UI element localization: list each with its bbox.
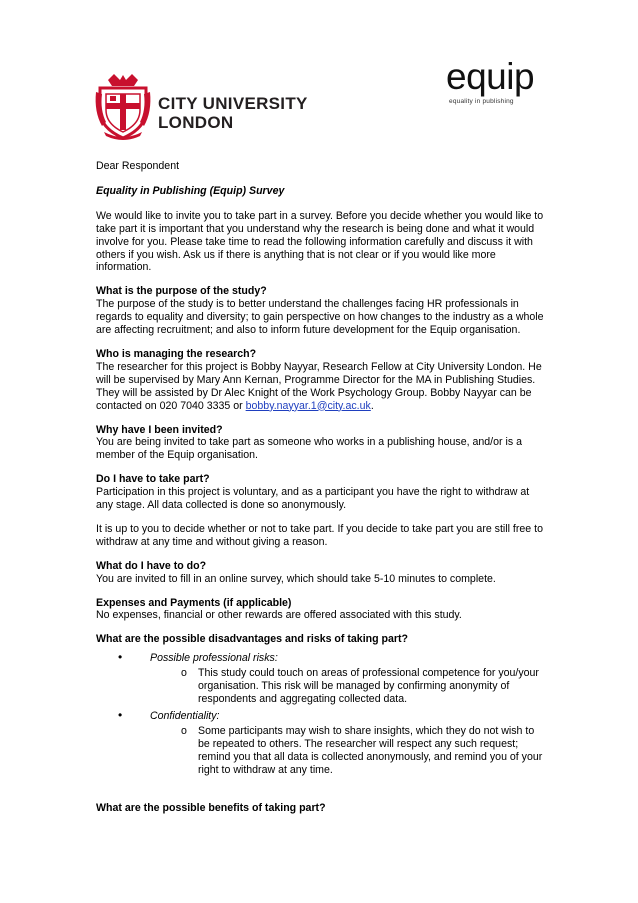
purpose-section (96, 285, 546, 337)
do-section (96, 560, 546, 586)
equip-word-b: uip (486, 56, 535, 97)
intro-paragraph: We would like to invite you to take part in a survey. Before you decide whether you would like to take part it is important that you understand why the research is being done and what it would involve for you. Please take time to read the following information carefully and discuss it with others if you wish. Ask us if there is anything that is not clear or if you would like more information. (96, 209, 544, 274)
managing-heading: Who is managing the research? (96, 347, 257, 360)
take-part-text: Participation in this project is voluntary, and as a participant you have the right to withdraw at any stage. All data collected is done so anonymously. (96, 486, 530, 512)
equip-tagline: equality in publishing (449, 98, 514, 105)
survey-title: Equality in Publishing (Equip) Survey (96, 184, 285, 197)
risk-title: Possible professional risks: (150, 652, 278, 665)
invited-heading: Why have I been invited? (96, 423, 223, 436)
managing-end: . (370, 399, 374, 412)
city-line1: CITY UNIVERSITY (158, 94, 308, 113)
letter-body (96, 160, 546, 826)
risk-sublist (122, 725, 546, 777)
risks-list (96, 652, 546, 776)
equip-wordmark (446, 58, 534, 96)
take-part-section (96, 473, 546, 512)
invited-text: You are being invited to take part as someone who works in a publishing house, and/or is a member of the Equip organisation. (96, 436, 522, 462)
risk-detail: This study could touch on areas of professional competence for you/your organisation. This risk will be managed by confirming anonymity of respondents and aggregating collected data. (198, 667, 539, 705)
equip-logo (440, 58, 558, 110)
do-heading: What do I have to do? (96, 559, 207, 572)
list-item (96, 652, 546, 706)
crest-icon (94, 72, 152, 140)
city-university-wordmark (158, 94, 308, 132)
expenses-heading: Expenses and Payments (if applicable) (96, 596, 292, 609)
take-part-heading: Do I have to take part? (96, 473, 210, 486)
city-line2: LONDON (158, 113, 234, 132)
do-text: You are invited to fill in an online survey, which should take 5-10 minutes to complete. (96, 572, 496, 585)
invited-section (96, 424, 546, 463)
risk-sublist (122, 667, 546, 706)
salutation: Dear Respondent (96, 160, 180, 172)
expenses-text: No expenses, financial or other rewards are offered associated with this study. (96, 609, 462, 622)
managing-text: The researcher for this project is Bobby Nayyar, Research Fellow at City University London. He will be supervised by Mary Ann Kernan, Programme Director for the MA in Publishing Studies. They will be assisted by Dr Alec Knight of the Work Psychology Group. Bobby Nayyar can be contacted on 020 7040 3335 or (96, 360, 542, 412)
purpose-text: The purpose of the study is to better understand the challenges facing HR professionals in regards to equality and diversity; to gain perspective on how changes to the industry as a whole are affecting recruitment; and also to inform future development for the Equip organisation. (96, 298, 544, 337)
sub-bullet-icon: o (181, 667, 187, 680)
city-university-logo (94, 72, 324, 140)
email-link[interactable]: bobby.nayyar.1@city.ac.uk (245, 399, 371, 412)
equip-word-a: eq (446, 56, 487, 97)
risks-heading: What are the possible disadvantages and risks of taking part? (96, 633, 409, 646)
purpose-heading: What is the purpose of the study? (96, 285, 267, 298)
managing-section (96, 348, 546, 413)
list-item (122, 725, 546, 777)
risk-detail: Some participants may wish to share insights, which they do not wish to be repeated to others. The researcher will respect any such request; remind you that all data is collected anonymously, and remind you of your right to withdraw at any time. (198, 724, 543, 776)
take-part-text-2: It is up to you to decide whether or not to take part. If you decide to take part you are still free to withdraw at any time and without giving a reason. (96, 522, 543, 548)
benefits-heading: What are the possible benefits of taking part? (96, 802, 326, 815)
bullet-icon: • (118, 650, 123, 665)
risk-title: Confidentiality: (150, 709, 220, 722)
expenses-section (96, 597, 546, 623)
sub-bullet-icon: o (181, 724, 187, 737)
bullet-icon: • (118, 707, 123, 722)
list-item (96, 707, 546, 777)
list-item (122, 667, 546, 706)
